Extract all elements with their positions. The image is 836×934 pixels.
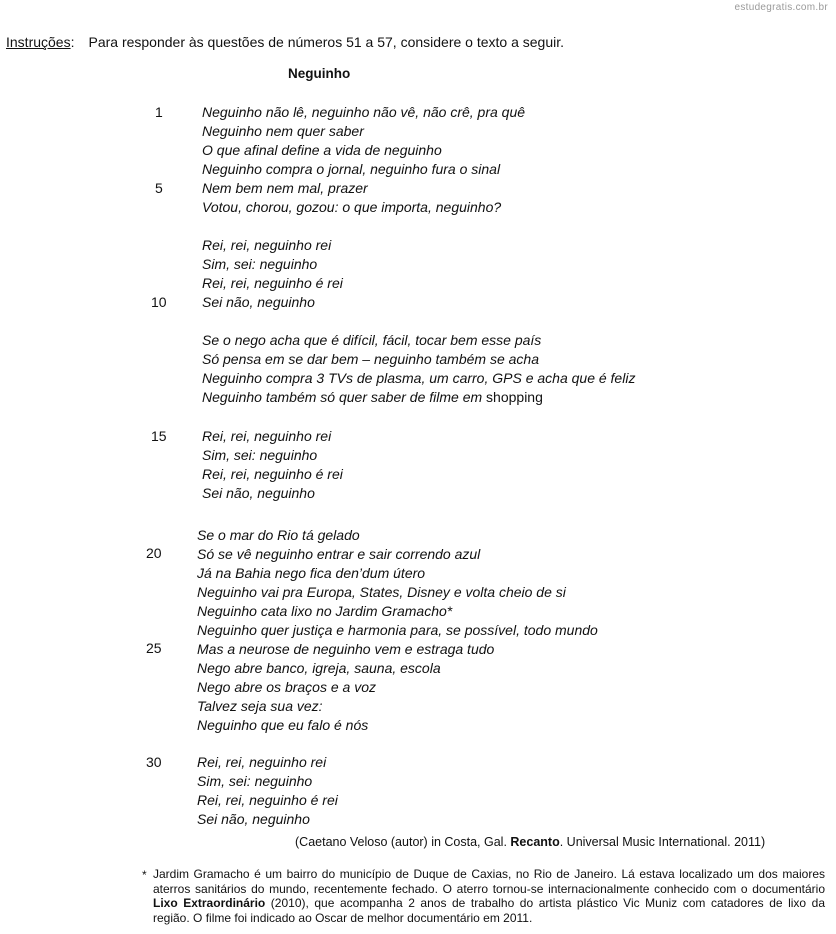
poem-line: Votou, chorou, gozou: o que importa, neguinho? — [202, 199, 502, 215]
instructions — [6, 34, 564, 50]
line-number: 10 — [151, 294, 167, 310]
poem-title: Neguinho — [288, 66, 351, 81]
poem-line: Rei, rei, neguinho é rei — [202, 275, 343, 291]
poem-line: Sei não, neguinho — [202, 294, 315, 310]
poem-line: Nego abre banco, igreja, sauna, escola — [197, 660, 441, 676]
poem-line: Neguinho quer justiça e harmonia para, se possível, todo mundo — [197, 622, 598, 638]
poem-line: Rei, rei, neguinho rei — [197, 754, 327, 770]
footnote-pre: Jardim Gramacho é um bairro do município de Duque de Caxias, no Rio de Janeiro. Lá estava localizado um dos maiores aterros sanitários do mundo, recentemente fechado. O aterro tornou-se internacionalmente conhecido com o documentário — [153, 867, 825, 896]
shopping-word: shopping — [486, 389, 543, 405]
film-title: Lixo Extraordinário — [153, 896, 266, 910]
poem-line — [202, 389, 543, 405]
poem-line: Nem bem nem mal, prazer — [202, 180, 368, 196]
poem-line: Neguinho vai pra Europa, States, Disney e volta cheio de si — [197, 584, 566, 600]
poem-line: Neguinho compra o jornal, neguinho fura o sinal — [202, 161, 501, 177]
poem-line: Rei, rei, neguinho é rei — [197, 792, 338, 808]
instructions-label: Instruções — [6, 34, 71, 50]
poem-line: Neguinho compra 3 TVs de plasma, um carro, GPS e acha que é feliz — [202, 370, 636, 386]
poem-line: Só pensa em se dar bem – neguinho também se acha — [202, 351, 539, 367]
poem-line: Rei, rei, neguinho é rei — [202, 466, 343, 482]
poem-line: Neguinho cata lixo no Jardim Gramacho* — [197, 603, 453, 619]
poem-line: Se o nego acha que é difícil, fácil, tocar bem esse país — [202, 332, 542, 348]
credit-post: . Universal Music International. 2011) — [559, 835, 766, 849]
footnote-post: (2010), que acompanha 2 anos de trabalho do artista plástico Vic Muniz com catadores de lixo da região. O filme foi indicado ao Oscar de melhor documentário em 2011. — [153, 896, 825, 925]
poem-line: Rei, rei, neguinho rei — [202, 237, 332, 253]
line-number: 1 — [155, 104, 163, 120]
line-number: 15 — [151, 428, 167, 444]
footnote — [153, 867, 825, 925]
poem-line: Sei não, neguinho — [202, 485, 315, 501]
poem-line: Sim, sei: neguinho — [202, 447, 318, 463]
poem-line: Neguinho que eu falo é nós — [197, 717, 369, 733]
poem-line: Sim, sei: neguinho — [197, 773, 313, 789]
poem-line: O que afinal define a vida de neguinho — [202, 142, 442, 158]
poem-line: Só se vê neguinho entrar e sair correndo azul — [197, 546, 481, 562]
credit-pre: (Caetano Veloso (autor) in Costa, Gal. — [295, 835, 511, 849]
poem-line: Sim, sei: neguinho — [202, 256, 318, 272]
line-number: 25 — [146, 640, 162, 656]
poem-line: Nego abre os braços e a voz — [197, 679, 376, 695]
poem-line-text: Neguinho também só quer saber de filme em — [202, 389, 483, 405]
instructions-colon: : — [70, 34, 75, 50]
footnote-marker: * — [142, 868, 147, 882]
poem-line: Neguinho não lê, neguinho não vê, não crê, pra quê — [202, 104, 526, 120]
poem-line: Sei não, neguinho — [197, 811, 310, 827]
line-number: 20 — [146, 545, 162, 561]
poem-line: Neguinho nem quer saber — [202, 123, 364, 139]
source-credit — [295, 835, 765, 849]
album-name: Recanto — [510, 835, 560, 849]
poem-line: Rei, rei, neguinho rei — [202, 428, 332, 444]
poem-line: Talvez seja sua vez: — [197, 698, 323, 714]
poem-line: Se o mar do Rio tá gelado — [197, 527, 360, 543]
line-number: 5 — [155, 180, 163, 196]
poem-line: Mas a neurose de neguinho vem e estraga tudo — [197, 641, 495, 657]
poem-line: Já na Bahia nego fica den’dum útero — [197, 565, 426, 581]
site-watermark: estudegratis.com.br — [734, 2, 828, 13]
instructions-text: Para responder às questões de números 51 a 57, considere o texto a seguir. — [88, 34, 565, 50]
line-number: 30 — [146, 754, 162, 770]
